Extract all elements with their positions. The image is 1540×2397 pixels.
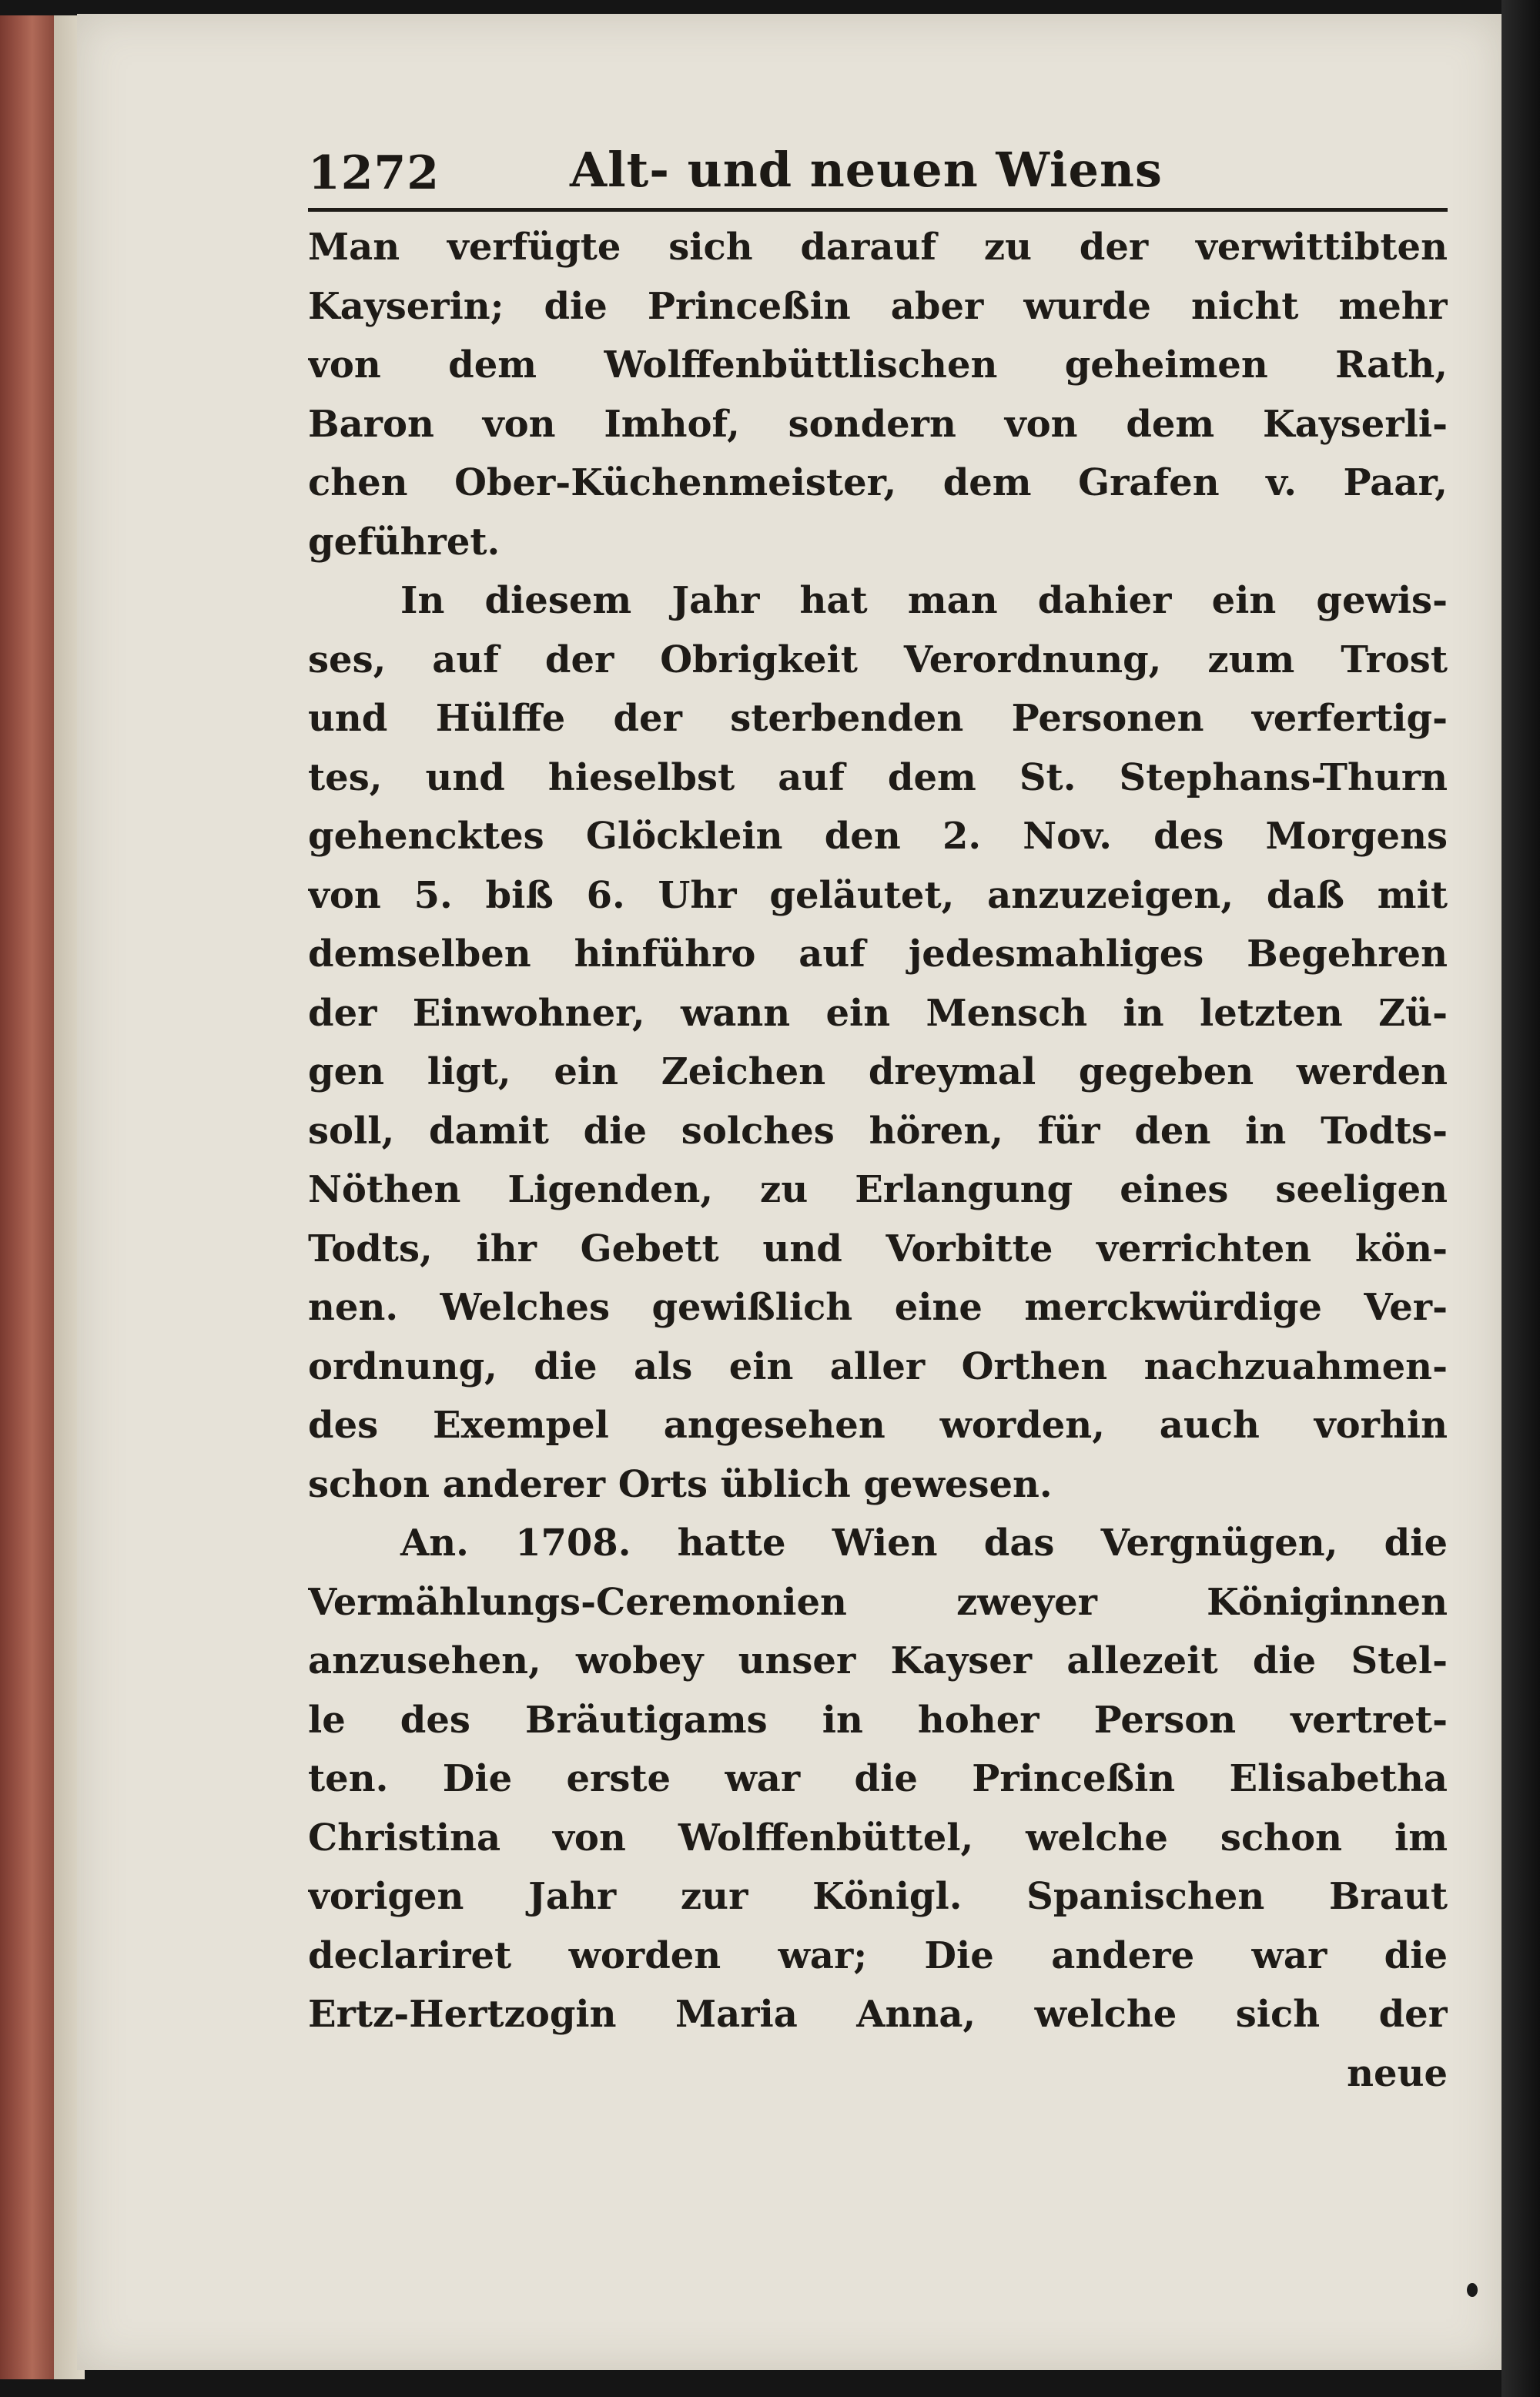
body-text: [308, 218, 1448, 2103]
running-head: [308, 139, 1448, 212]
text-line: vorigen Jahr zur Königl. Spanischen Braut: [308, 1875, 1448, 1918]
text-line: Kayserin; die Princeßin aber wurde nicht mehr: [308, 284, 1448, 328]
text-line: Christina von Wolffenbüttel, welche schon im: [308, 1816, 1448, 1860]
text-line: nen. Welches gewißlich eine merckwürdige Ver-: [308, 1286, 1448, 1329]
text-line: Todts, ihr Gebett und Vorbitte verrichten kön-: [308, 1227, 1448, 1270]
page-number: 1272: [308, 146, 440, 200]
text-line: von 5. biß 6. Uhr geläutet, anzuzeigen, daß mit: [308, 873, 1448, 917]
text-line: anzusehen, wobey unser Kayser allezeit die Stel-: [308, 1639, 1448, 1682]
text-line: von dem Wolffenbüttlischen geheimen Rath,: [308, 343, 1448, 387]
text-line: ses, auf der Obrigkeit Verordnung, zum Trost: [308, 638, 1448, 681]
text-line: chen Ober-Küchenmeister, dem Grafen v. Paar,: [308, 461, 1448, 504]
scan-right-edge: [1502, 0, 1540, 2397]
text-line: soll, damit die solches hören, für den in Todts-: [308, 1109, 1448, 1153]
text-line: gehencktes Glöcklein den 2. Nov. des Morgens: [308, 815, 1448, 858]
text-line: demselben hinführo auf jedesmahliges Begehren: [308, 932, 1448, 976]
text-block: [308, 139, 1448, 2103]
text-line: des Exempel angesehen worden, auch vorhin: [308, 1404, 1448, 1447]
text-line: Vermählungs-Ceremonien zweyer Königinnen: [308, 1580, 1448, 1624]
text-line: und Hülffe der sterbenden Personen verfertig-: [308, 697, 1448, 740]
text-line: le des Bräutigams in hoher Person vertret-: [308, 1698, 1448, 1742]
running-title: Alt- und neuen Wiens: [570, 142, 1163, 198]
text-line: Nöthen Ligenden, zu Erlangung eines seeligen: [308, 1168, 1448, 1211]
text-line: gen ligt, ein Zeichen dreymal gegeben werden: [308, 1050, 1448, 1093]
text-line: Ertz-Hertzogin Maria Anna, welche sich der: [308, 1993, 1448, 2036]
page-edge: [0, 15, 54, 2379]
catchword: neue: [1347, 2051, 1448, 2095]
text-line: Man verfügte sich darauf zu der verwittibten: [308, 226, 1448, 269]
text-line: der Einwohner, wann ein Mensch in letzten Zü-: [308, 991, 1448, 1035]
text-line: schon anderer Orts üblich gewesen.: [308, 1462, 1053, 1506]
text-line: ordnung, die als ein aller Orthen nachzuahmen-: [308, 1344, 1448, 1388]
paragraph-start-line: An. 1708. hatte Wien das Vergnügen, die: [400, 1522, 1448, 1565]
paragraph-start-line: In diesem Jahr hat man dahier ein gewis-: [400, 579, 1448, 622]
text-line: geführet.: [308, 520, 500, 564]
text-line: declariret worden war; Die andere war die: [308, 1933, 1448, 1977]
ink-mark: [1467, 2283, 1478, 2297]
text-line: ten. Die erste war die Princeßin Elisabetha: [308, 1757, 1448, 1800]
text-line: Baron von Imhof, sondern von dem Kayserli-: [308, 402, 1448, 446]
text-line: tes, und hieselbst auf dem St. Stephans-Thurn: [308, 755, 1448, 799]
